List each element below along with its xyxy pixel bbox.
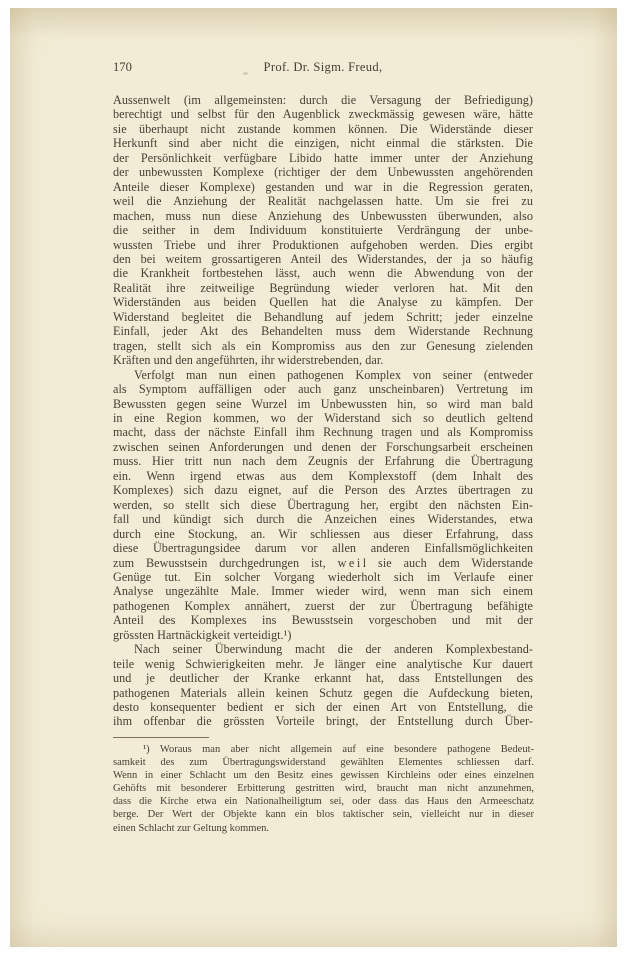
text-line: machen, muss nun diese Anziehung des Unbewussten überwunden, also (113, 208, 533, 223)
text-line: Einfall, jeder Akt des Behandelten muss dem Widerstande Rechnung (113, 324, 533, 339)
scan-artifact (243, 72, 248, 75)
footnote-text (113, 743, 534, 835)
text-line: Komplexes) sich dazu eignet, auf die Person des Arztes übertragen zu (113, 483, 533, 498)
text-line: pathogenen Materials allein keinen Schutz gegen die Aufdeckung bieten, (113, 685, 533, 700)
text-line: Widerstand begleitet die Behandlung auf jedem Schritt; jeder einzelne (113, 309, 533, 324)
text-line: Anteile dieser Komplexe) gestanden und war in die Regression geraten, (113, 179, 533, 194)
footnote-line: Wenn in einer Schlacht um den Besitz eines gewissen Kirchleins oder eines einzelnen (113, 770, 534, 782)
text-line: diese Übertragungsidee darum vor allen anderen Einfallsmöglichkeiten (113, 541, 533, 556)
text-line: Anteil des Komplexes ins Bewusstsein vorgeschoben und mit der (113, 613, 533, 628)
text-line: Herkunft sind aber nicht die einzigen, nicht einmal die stärksten. Die (113, 136, 533, 151)
text-line: zwischen seinen Anforderungen und denen der Forschungsarbeit erscheinen (113, 439, 533, 454)
text-line: ihm offenbar die grössten Vorteile bringt, der Entstellung durch Über- (113, 714, 533, 729)
text-line: fall und kündigt sich durch die Anzeichen eines Widerstandes, etwa (113, 512, 533, 527)
text-line: und je deutlicher der Kranke erkannt hat, dass Entstellungen des (113, 671, 533, 686)
footnote-line: dass die Kirche etwa ein Nationalheiligtum sei, oder dass das Haus den Armeeschatz (113, 796, 534, 808)
text-line: die seither in dem Individuum konstituierte Verdrängung der unbe- (113, 223, 533, 238)
text-line: desto konsequenter bedient er sich der einen Art von Entstellung, die (113, 700, 533, 715)
running-head (113, 60, 533, 76)
text-line: der unbewussten Komplexe (richtiger der dem Unbewussten angehörenden (113, 165, 533, 180)
text-line: Genüge tut. Ein solcher Vorgang wiederholt sich im Verlaufe einer (113, 569, 533, 584)
text-line: tragen, stellt sich als ein Kompromiss aus den zur Genesung zielenden (113, 338, 533, 353)
text-line: Widerständen aus beiden Quellen hat die Analyse zu kämpfen. Der (113, 295, 533, 310)
text-line: sie überhaupt nicht zustande kommen können. Die Widerstände dieser (113, 121, 533, 136)
text-line: Kräften und den angeführten, ihr widerstrebenden, dar. (113, 353, 384, 368)
text-line: ein. Wenn irgend etwas aus dem Komplexstoff (dem Inhalt des (113, 468, 533, 483)
footnote-rule (113, 737, 209, 738)
text-line: die Krankheit fortbestehen lässt, auch wenn die Abwendung von der (113, 266, 533, 281)
text-line: Analyse ungezählte Male. Immer wieder wird, wenn man sich einem (113, 584, 533, 599)
text-line: der Persönlichkeit verfügbare Libido hatte immer unter der Anziehung (113, 150, 533, 165)
text-line: pathogenen Komplex annähert, zuerst der zur Übertragung befähigte (113, 598, 533, 613)
text-line: in eine Region kommen, wo der Widerstand sich so deutlich geltend (113, 410, 533, 425)
footnote-line: einen Schlacht zur Geltung kommen. (113, 822, 269, 834)
text-line: grössten Hartnäckigkeit verteidigt.¹) (113, 627, 292, 642)
page-number: 170 (113, 60, 132, 74)
text-line: als Symptom auffälligen oder auch ganz unscheinbaren) Vertretung im (113, 382, 533, 397)
running-title: Prof. Dr. Sigm. Freud, (263, 60, 383, 74)
text-line: teile wenig Schwierigkeiten mehr. Je länger eine analytische Kur dauert (113, 656, 533, 671)
text-line: Bewussten gegen seine Wurzel im Unbewussten hin, so wird man bald (113, 396, 533, 411)
text-line: den bei weitem grossartigeren Anteil des Widerstandes, der ja so häufig (113, 251, 533, 266)
text-line: Nach seiner Überwindung macht die der anderen Komplexbestand- (134, 642, 533, 657)
text-line: Aussenwelt (im allgemeinsten: durch die Versagung der Befriedigung) (113, 93, 533, 107)
text-line: berechtigt und selbst für den Augenblick zweckmässig gewesen wäre, hätte (113, 107, 533, 122)
footnote-line: ¹) Woraus man aber nicht allgemein auf eine besondere pathogene Bedeut- (143, 744, 534, 755)
footnote-line: samkeit des zum Übertragungswiderstand gewählten Elementes schliessen darf. (113, 757, 534, 769)
text-line: zum Bewusstsein durchgedrungen ist, w e i l sie auch dem Widerstande (113, 555, 533, 570)
footnote-line: Gehöfts mit besonderer Erbitterung gestritten wird, braucht man nicht anzunehmen, (113, 783, 534, 795)
text-line: durch eine Stockung, an. Wir schliessen aus dieser Erfahrung, dass (113, 526, 533, 541)
text-line: muss. Hier tritt nun nach dem Zeugnis der Erfahrung die Übertragung (113, 454, 533, 469)
text-line: Realität ihre zeitweilige Begründung wieder verloren hat. Mit den (113, 280, 533, 295)
text-line: wussten Triebe und ihrer Produktionen aufgehoben werden. Dies ergibt (113, 237, 533, 252)
text-line: Verfolgt man nun einen pathogenen Komplex von seiner (entweder (134, 367, 533, 382)
text-line: weil die Anziehung der Realität nachgelassen hatte. Um sie frei zu (113, 194, 533, 209)
footnote-line: berge. Der Wert der Objekte kann ein blos taktischer sein, vielleicht nur in dieser (113, 809, 534, 821)
body-text (113, 93, 533, 729)
text-line: werden, so stellt sich diese Übertragung her, ergibt den nächsten Ein- (113, 497, 533, 512)
text-line: macht, dass der nächste Einfall ihm Rechnung tragen und als Kompromiss (113, 425, 533, 440)
